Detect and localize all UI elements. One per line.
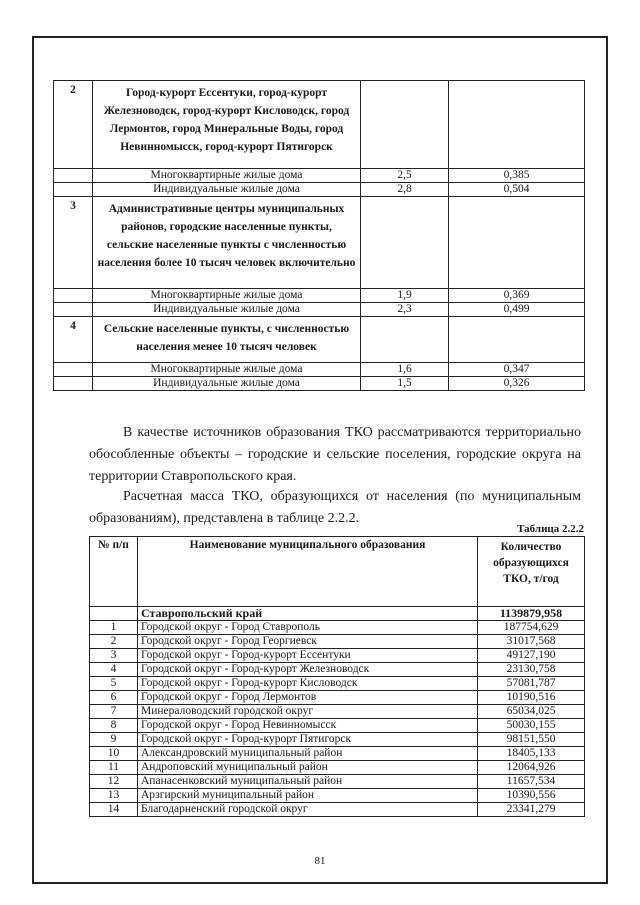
col-header-name: Наименование муниципального образования xyxy=(138,537,478,607)
row-number: 11 xyxy=(90,761,138,775)
row-number: 7 xyxy=(90,705,138,719)
row-number: 6 xyxy=(90,691,138,705)
municipality-name: Минераловодский городской округ xyxy=(138,705,478,719)
norm-value: 2,5 xyxy=(361,169,449,183)
norm-value: 1,6 xyxy=(361,363,449,377)
row-number: 1 xyxy=(90,621,138,635)
row-number: 5 xyxy=(90,677,138,691)
tko-quantity: 50030,155 xyxy=(478,719,585,733)
table-row xyxy=(90,649,585,663)
table-row xyxy=(54,363,585,377)
table-row xyxy=(90,691,585,705)
tko-quantity: 57081,787 xyxy=(478,677,585,691)
tko-quantity: 10190,516 xyxy=(478,691,585,705)
tko-quantity: 12064,926 xyxy=(478,761,585,775)
region-total: 1139879,958 xyxy=(478,607,585,621)
table-row xyxy=(54,377,585,391)
table-row xyxy=(90,635,585,649)
municipality-name: Городской округ - Город Невинномысск xyxy=(138,719,478,733)
tko-quantity: 98151,550 xyxy=(478,733,585,747)
building-type: Индивидуальные жилые дома xyxy=(93,303,361,317)
municipality-name: Городской округ - Город Георгиевск xyxy=(138,635,478,649)
table-row xyxy=(90,677,585,691)
page-number: 81 xyxy=(314,855,326,867)
tko-quantity: 23130,758 xyxy=(478,663,585,677)
norm-value: 2,3 xyxy=(361,303,449,317)
norm-value: 0,326 xyxy=(449,377,585,391)
municipality-name: Апанасенковский муниципальный район xyxy=(138,775,478,789)
group-number: 2 xyxy=(54,81,93,169)
tko-quantity: 187754,629 xyxy=(478,621,585,635)
norm-value: 0,369 xyxy=(449,289,585,303)
municipality-name: Городской округ - Город-курорт Железноводск xyxy=(138,663,478,677)
norm-value: 0,504 xyxy=(449,183,585,197)
col-header-number: № п/п xyxy=(90,537,138,607)
table-row xyxy=(90,747,585,761)
table-caption: Таблица 2.2.2 xyxy=(517,523,584,535)
building-type: Индивидуальные жилые дома xyxy=(93,377,361,391)
group-header-row xyxy=(54,197,585,289)
table-row xyxy=(90,621,585,635)
row-number: 4 xyxy=(90,663,138,677)
row-number: 9 xyxy=(90,733,138,747)
tko-quantity: 11657,534 xyxy=(478,775,585,789)
row-number: 12 xyxy=(90,775,138,789)
municipality-name: Городской округ - Город-курорт Ессентуки xyxy=(138,649,478,663)
table-row xyxy=(90,789,585,803)
row-number: 14 xyxy=(90,803,138,817)
building-type: Многоквартирные жилые дома xyxy=(93,289,361,303)
municipality-name: Городской округ - Город Ставрополь xyxy=(138,621,478,635)
municipality-name: Городской округ - Город-курорт Кисловодск xyxy=(138,677,478,691)
municipality-name: Городской округ - Город Лермонтов xyxy=(138,691,478,705)
norms-table xyxy=(53,80,585,391)
row-number: 2 xyxy=(90,635,138,649)
tko-quantity: 18405,133 xyxy=(478,747,585,761)
tko-quantity: 49127,190 xyxy=(478,649,585,663)
table-row xyxy=(90,775,585,789)
tko-quantity: 65034,025 xyxy=(478,705,585,719)
tko-quantity: 31017,568 xyxy=(478,635,585,649)
building-type: Многоквартирные жилые дома xyxy=(93,169,361,183)
norm-value: 1,9 xyxy=(361,289,449,303)
norm-value: 0,347 xyxy=(449,363,585,377)
group-title: Сельские населенные пункты, с численностью населения менее 10 тысяч человек xyxy=(93,317,361,363)
norm-value: 2,8 xyxy=(361,183,449,197)
table-row xyxy=(54,303,585,317)
paragraph: Расчетная масса ТКО, образующихся от населения (по муниципальным образованиям), представлена в таблице 2.2.2. xyxy=(89,489,581,526)
group-number: 4 xyxy=(54,317,93,363)
group-number: 3 xyxy=(54,197,93,289)
table-header-row xyxy=(90,537,585,607)
table-row xyxy=(90,705,585,719)
municipality-name: Благодарненский городской округ xyxy=(138,803,478,817)
region-name: Ставропольский край xyxy=(138,607,478,621)
group-header-row xyxy=(54,81,585,169)
building-type: Индивидуальные жилые дома xyxy=(93,183,361,197)
group-title: Административные центры муниципальных районов, городские населенные пункты, сельские населенные пункты с численностью населения более 10 тысяч человек включительно xyxy=(93,197,361,289)
tko-mass-table xyxy=(89,536,585,817)
table-row xyxy=(90,761,585,775)
table-row xyxy=(54,289,585,303)
municipality-name: Андроповский муниципальный район xyxy=(138,761,478,775)
row-number: 8 xyxy=(90,719,138,733)
tko-quantity: 10390,556 xyxy=(478,789,585,803)
norm-value: 0,499 xyxy=(449,303,585,317)
norm-value: 0,385 xyxy=(449,169,585,183)
row-number: 10 xyxy=(90,747,138,761)
group-header-row xyxy=(54,317,585,363)
table-row xyxy=(90,719,585,733)
table-row xyxy=(90,733,585,747)
col-header-quantity: Количество образующихся ТКО, т/год xyxy=(478,537,585,607)
table-row xyxy=(90,663,585,677)
municipality-name: Арзгирский муниципальный район xyxy=(138,789,478,803)
tko-quantity: 23341,279 xyxy=(478,803,585,817)
table-row xyxy=(54,169,585,183)
paragraph: В качестве источников образования ТКО рассматриваются территориально обособленные объекты – городские и сельские поселения, городские округа на территории Ставропольского края. xyxy=(89,425,581,484)
municipality-name: Городской округ - Город-курорт Пятигорск xyxy=(138,733,478,747)
municipality-name: Александровский муниципальный район xyxy=(138,747,478,761)
norm-value: 1,5 xyxy=(361,377,449,391)
group-title: Город-курорт Ессентуки, город-курорт Железноводск, город-курорт Кисловодск, город Лермонтов, город Минеральные Воды, город Невинномысск, город-курорт Пятигорск xyxy=(93,81,361,169)
table-row xyxy=(54,183,585,197)
row-number: 13 xyxy=(90,789,138,803)
total-row xyxy=(90,607,585,621)
row-number: 3 xyxy=(90,649,138,663)
table-row xyxy=(90,803,585,817)
building-type: Многоквартирные жилые дома xyxy=(93,363,361,377)
